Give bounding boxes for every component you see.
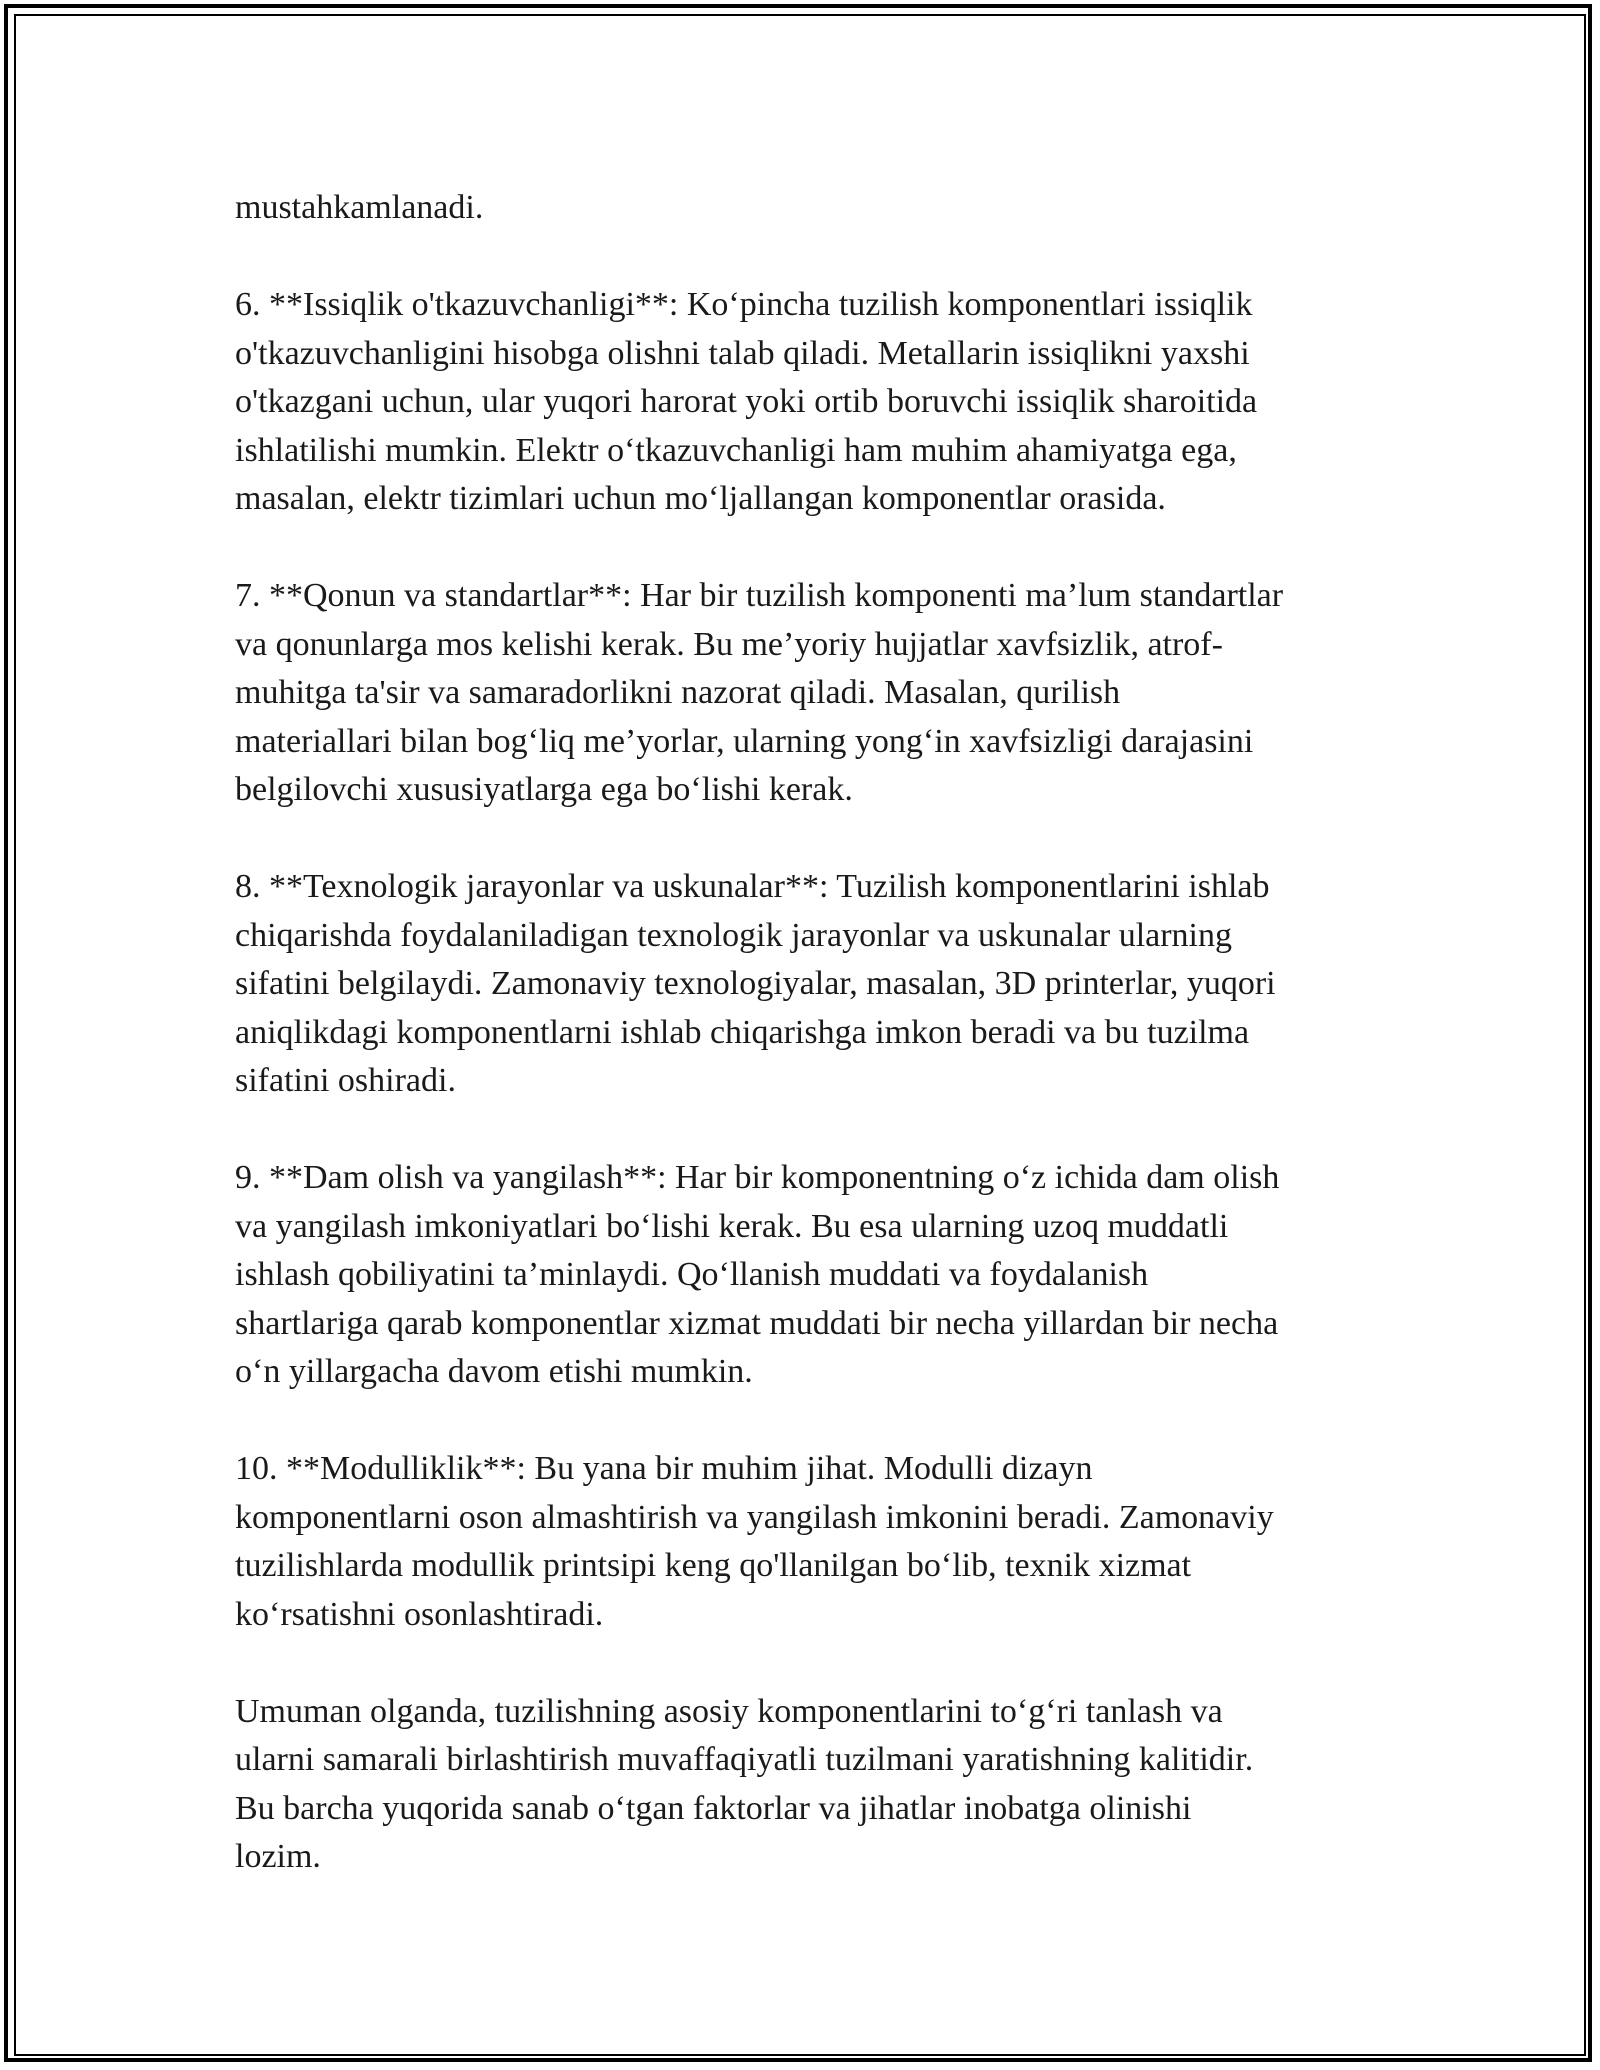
paragraph-item-9: [235, 1154, 1375, 1397]
text-line: masalan, elektr tizimlari uchun moʻljallangan komponentlar orasida.: [235, 480, 1166, 517]
text-line: 7. **Qonun va standartlar**: Har bir tuzilish komponenti ma’lum standartlar: [235, 577, 1284, 614]
text-line: mustahkamlanadi.: [235, 189, 484, 226]
text-line: 10. **Modulliklik**: Bu yana bir muhim jihat. Modulli dizayn: [235, 1450, 1093, 1487]
text-line: koʻrsatishni osonlashtiradi.: [235, 1595, 604, 1633]
text-line: o'tkazgani uchun, ular yuqori harorat yoki ortib boruvchi issiqlik sharoitida: [235, 383, 1258, 420]
text-line: shartlariga qarab komponentlar xizmat muddati bir necha yillardan bir necha: [235, 1304, 1279, 1342]
text-line: ishlash qobiliyatini ta’minlaydi. Qoʻllanish muddati va foydalanish: [235, 1256, 1149, 1293]
paragraph-item-6: [235, 281, 1375, 524]
text-line: va qonunlarga mos kelishi kerak. Bu me’yoriy hujjatlar xavfsizlik, atrof-: [235, 625, 1223, 663]
text-line: aniqlikdagi komponentlarni ishlab chiqarishga imkon beradi va bu tuzilma: [235, 1013, 1250, 1051]
text-line: chiqarishda foydalaniladigan texnologik jarayonlar va uskunalar ularning: [235, 916, 1233, 954]
paragraph-item-7: [235, 572, 1375, 815]
text-line: sifatini oshiradi.: [235, 1062, 456, 1099]
text-line: sifatini belgilaydi. Zamonaviy texnologiyalar, masalan, 3D printerlar, yuqori: [235, 965, 1276, 1002]
text-line: va yangilash imkoniyatlari boʻlishi kerak. Bu esa ularning uzoq muddatli: [235, 1207, 1229, 1245]
paragraph-item-10: [235, 1445, 1375, 1639]
text-line: komponentlarni oson almashtirish va yangilash imkonini beradi. Zamonaviy: [235, 1498, 1274, 1536]
text-line: 6. **Issiqlik o'tkazuvchanligi**: Koʻpincha tuzilish komponentlari issiqlik: [235, 286, 1253, 323]
text-line: 8. **Texnologik jarayonlar va uskunalar**: Tuzilish komponentlarini ishlab: [235, 868, 1270, 905]
text-line: belgilovchi xususiyatlarga ega boʻlishi kerak.: [235, 771, 853, 808]
text-line: Bu barcha yuqorida sanab oʻtgan faktorlar va jihatlar inobatga olinishi: [235, 1789, 1192, 1827]
text-line: materiallari bilan bogʻliq me’yorlar, ularning yongʻin xavfsizligi darajasini: [235, 722, 1254, 760]
paragraph-conclusion: [235, 1688, 1375, 1882]
text-line: muhitga ta'sir va samaradorlikni nazorat qiladi. Masalan, qurilish: [235, 674, 1121, 711]
text-line: oʻn yillargacha davom etishi mumkin.: [235, 1353, 753, 1390]
text-line: 9. **Dam olish va yangilash**: Har bir komponentning oʻz ichida dam olish: [235, 1159, 1280, 1196]
text-line: ishlatilishi mumkin. Elektr oʻtkazuvchanligi ham muhim ahamiyatga ega,: [235, 431, 1237, 469]
text-line: o'tkazuvchanligini hisobga olishni talab qiladi. Metallarin issiqlikni yaxshi: [235, 334, 1250, 372]
text-line: tuzilishlarda modullik printsipi keng qo'llanilgan boʻlib, texnik xizmat: [235, 1547, 1192, 1584]
text-line: ularni samarali birlashtirish muvaffaqiyatli tuzilmani yaratishning kalitidir.: [235, 1741, 1254, 1778]
text-line: lozim.: [235, 1838, 321, 1875]
paragraph-continuation: [235, 184, 1375, 233]
text-line: Umuman olganda, tuzilishning asosiy komponentlarini toʻgʻri tanlash va: [235, 1692, 1223, 1730]
document-body: [235, 184, 1375, 1882]
paragraph-item-8: [235, 863, 1375, 1106]
